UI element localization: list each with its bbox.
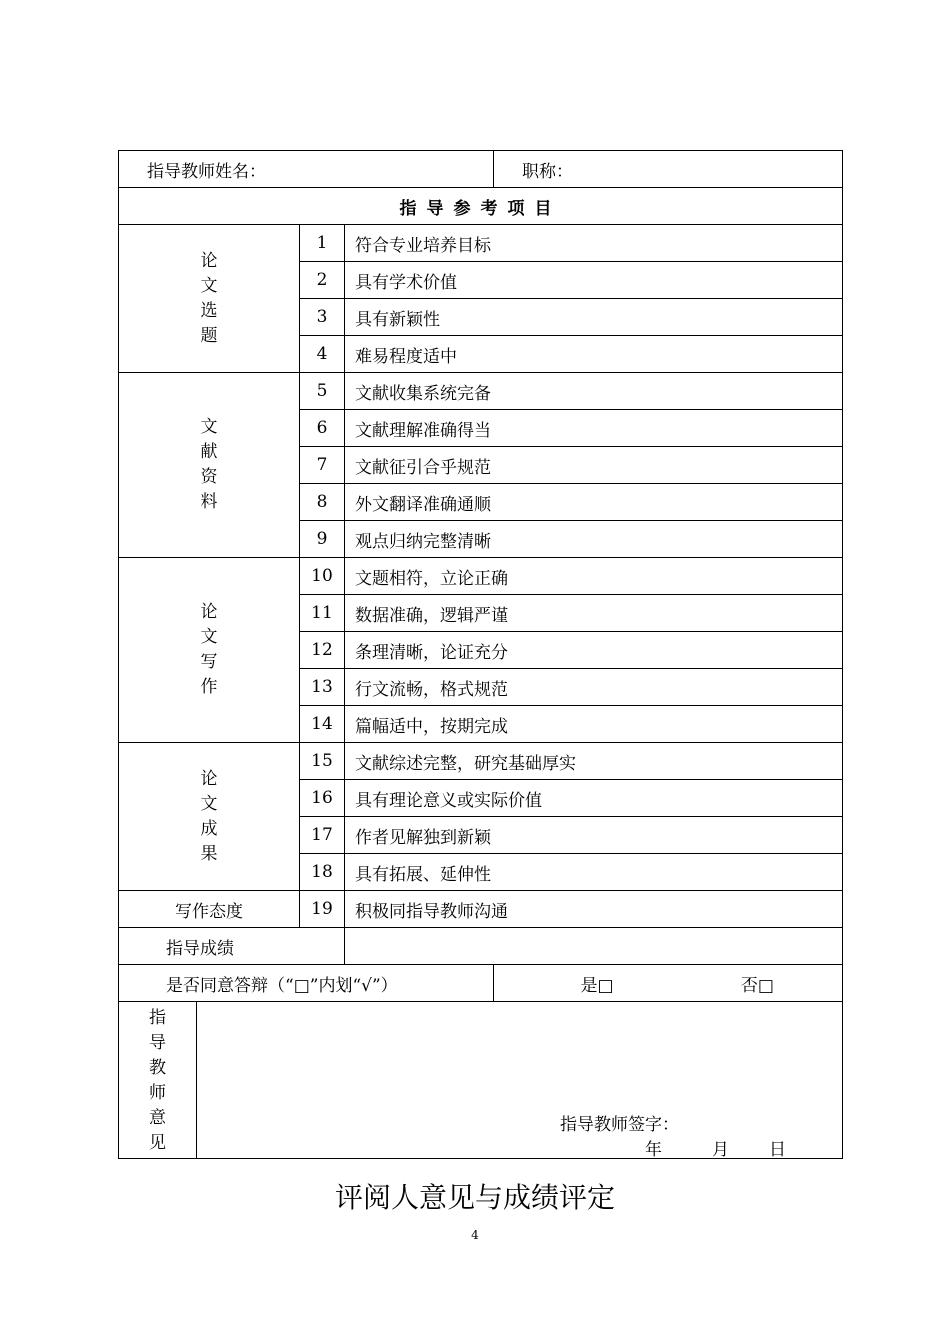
item-text: 作者见解独到新颖 [345,817,843,854]
item-text: 条理清晰，论证充分 [345,632,843,669]
teacher-name-cell[interactable] [119,151,494,188]
section-title-row [119,188,843,225]
item-number: 4 [300,336,345,373]
section-title: 指导参考项目 [119,188,843,225]
item-number: 11 [300,595,345,632]
item-number: 1 [300,225,345,262]
item-number: 10 [300,558,345,595]
item-text: 文献收集系统完备 [345,373,843,410]
item-number: 13 [300,669,345,706]
item-text: 文献综述完整，研究基础厚实 [345,743,843,780]
item-number: 16 [300,780,345,817]
next-section-title: 评阅人意见与成绩评定 [334,1181,615,1214]
item-text: 符合专业培养目标 [345,225,843,262]
table-row [119,225,843,262]
item-text: 文献征引合乎规范 [345,447,843,484]
item-number: 3 [300,299,345,336]
opinion-container [119,1002,843,1159]
month-label: 月 [712,1140,729,1160]
grade-label: 指导成绩 [119,928,345,965]
header-row [119,151,843,188]
item-text: 具有拓展、延伸性 [345,854,843,891]
agree-question: 是否同意答辩（“□”内划“√”） [119,965,494,1002]
date-line [645,1135,786,1160]
category-literature: 文 献 资 料 [119,373,300,558]
agree-options-cell [494,965,843,1002]
item-text: 文题相符，立论正确 [345,558,843,595]
item-number: 9 [300,521,345,558]
day-label: 日 [769,1140,786,1160]
table-row [119,743,843,780]
item-number: 6 [300,410,345,447]
item-text: 具有学术价值 [345,262,843,299]
item-text: 具有理论意义或实际价值 [345,780,843,817]
item-number: 14 [300,706,345,743]
item-number: 5 [300,373,345,410]
item-number: 19 [300,891,345,928]
item-text: 文献理解准确得当 [345,410,843,447]
item-number: 2 [300,262,345,299]
item-text: 积极同指导教师沟通 [345,891,843,928]
category-topic: 论 文 选 题 [119,225,300,373]
category-results: 论 文 成 果 [119,743,300,891]
table-row [119,373,843,410]
opinion-label: 指 导 教 师 意 见 [119,1002,197,1158]
item-number: 17 [300,817,345,854]
item-number: 18 [300,854,345,891]
item-text: 观点归纳完整清晰 [345,521,843,558]
year-label: 年 [645,1140,662,1160]
teacher-title-cell[interactable] [494,151,843,188]
item-text: 具有新颖性 [345,299,843,336]
signature-label: 指导教师签字： [560,1115,679,1135]
item-number: 7 [300,447,345,484]
attitude-label: 写作态度 [119,891,300,928]
teacher-name-label: 指导教师姓名： [147,161,266,182]
item-text: 篇幅适中，按期完成 [345,706,843,743]
page-number: 4 [471,1228,479,1242]
item-text: 难易程度适中 [345,336,843,373]
agree-row [119,965,843,1002]
attitude-row [119,891,843,928]
advisor-evaluation-table [118,150,843,1159]
item-number: 8 [300,484,345,521]
item-number: 12 [300,632,345,669]
teacher-title-label: 职称： [522,161,573,182]
grade-row [119,928,843,965]
agree-yes-checkbox[interactable]: 是□ [580,975,614,996]
table-row [119,558,843,595]
category-writing: 论 文 写 作 [119,558,300,743]
item-text: 数据准确，逻辑严谨 [345,595,843,632]
opinion-input-area[interactable] [197,1002,843,1158]
item-number: 15 [300,743,345,780]
grade-input-cell[interactable] [345,928,843,965]
item-text: 行文流畅，格式规范 [345,669,843,706]
agree-no-checkbox[interactable]: 否□ [740,975,774,996]
item-text: 外文翻译准确通顺 [345,484,843,521]
opinion-row [119,1002,843,1159]
